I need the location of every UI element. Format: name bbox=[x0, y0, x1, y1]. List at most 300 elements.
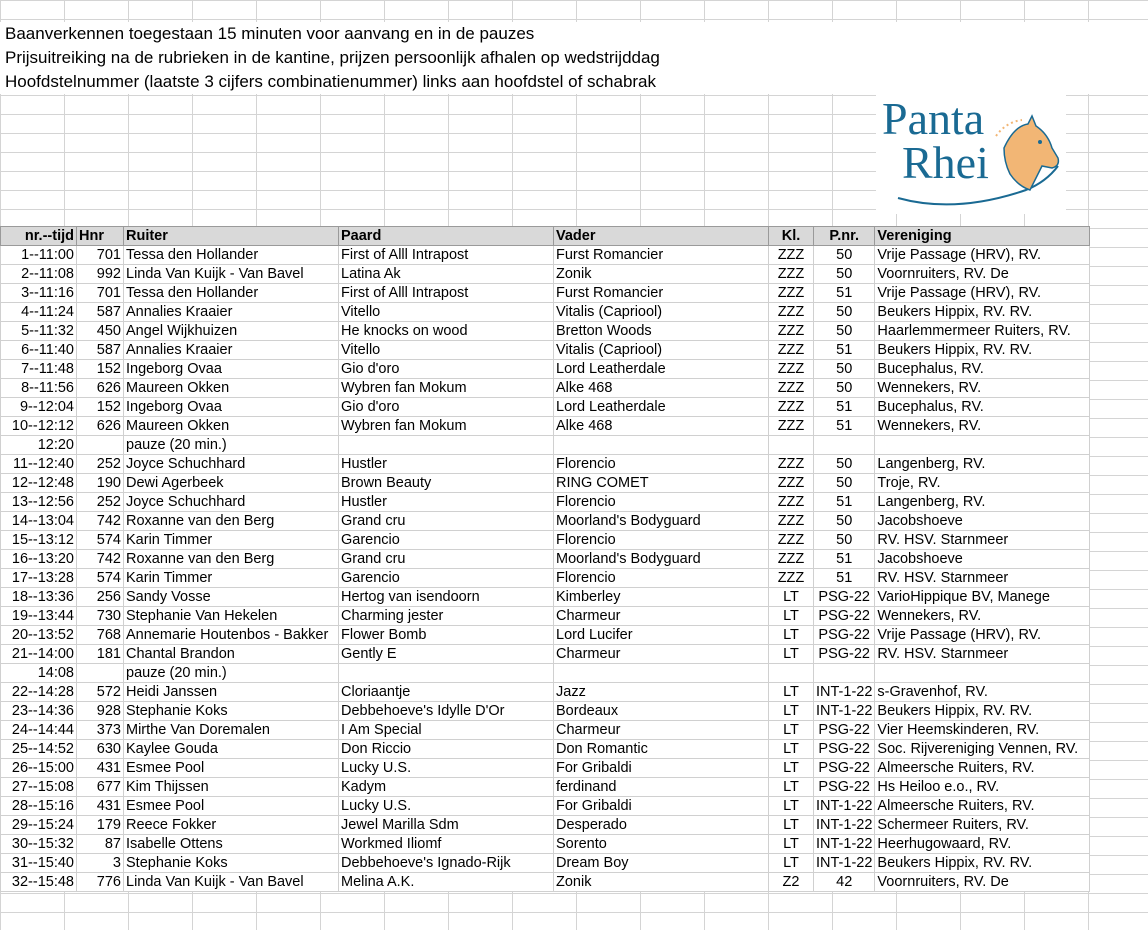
cell-ruiter[interactable]: Esmee Pool bbox=[124, 797, 339, 816]
cell-vereniging[interactable]: Voornruiters, RV. De bbox=[875, 873, 1090, 892]
cell-hnr[interactable]: 992 bbox=[77, 265, 124, 284]
cell-hnr[interactable]: 630 bbox=[77, 740, 124, 759]
cell-hnr[interactable]: 431 bbox=[77, 759, 124, 778]
cell-hnr[interactable]: 252 bbox=[77, 493, 124, 512]
cell-nr-tijd[interactable]: 20--13:52 bbox=[1, 626, 77, 645]
cell-vereniging[interactable]: Jacobshoeve bbox=[875, 550, 1090, 569]
cell-paard[interactable]: Gio d'oro bbox=[339, 360, 554, 379]
cell-nr-tijd[interactable]: 19--13:44 bbox=[1, 607, 77, 626]
cell-ruiter[interactable]: Sandy Vosse bbox=[124, 588, 339, 607]
cell-hnr[interactable]: 587 bbox=[77, 303, 124, 322]
cell-pnr[interactable]: PSG-22 bbox=[814, 588, 875, 607]
cell-nr-tijd[interactable]: 18--13:36 bbox=[1, 588, 77, 607]
col-header-pnr[interactable]: P.nr. bbox=[814, 227, 875, 246]
cell-paard[interactable]: Flower Bomb bbox=[339, 626, 554, 645]
cell-ruiter[interactable]: Ingeborg Ovaa bbox=[124, 398, 339, 417]
cell-vereniging[interactable]: Haarlemmermeer Ruiters, RV. bbox=[875, 322, 1090, 341]
cell-pnr[interactable]: INT-1-22 bbox=[814, 797, 875, 816]
note-line[interactable]: Baanverkennen toegestaan 15 minuten voor aanvang en in de pauzes bbox=[5, 24, 535, 43]
cell-vader[interactable]: Charmeur bbox=[554, 721, 769, 740]
cell-klasse[interactable] bbox=[769, 436, 814, 455]
col-header-hnr[interactable]: Hnr bbox=[77, 227, 124, 246]
cell-hnr[interactable]: 179 bbox=[77, 816, 124, 835]
cell-pnr[interactable]: 50 bbox=[814, 531, 875, 550]
cell-vader[interactable]: Florencio bbox=[554, 531, 769, 550]
col-header-vader[interactable]: Vader bbox=[554, 227, 769, 246]
cell-pnr[interactable]: 50 bbox=[814, 360, 875, 379]
cell-vader[interactable] bbox=[554, 436, 769, 455]
cell-vader[interactable]: RING COMET bbox=[554, 474, 769, 493]
cell-paard[interactable]: Don Riccio bbox=[339, 740, 554, 759]
cell-pnr[interactable]: 51 bbox=[814, 569, 875, 588]
cell-nr-tijd[interactable]: 9--12:04 bbox=[1, 398, 77, 417]
cell-hnr[interactable]: 626 bbox=[77, 379, 124, 398]
cell-vereniging[interactable]: VarioHippique BV, Manege bbox=[875, 588, 1090, 607]
cell-nr-tijd[interactable]: 6--11:40 bbox=[1, 341, 77, 360]
cell-nr-tijd[interactable]: 15--13:12 bbox=[1, 531, 77, 550]
cell-pnr[interactable]: PSG-22 bbox=[814, 778, 875, 797]
cell-vader[interactable] bbox=[554, 664, 769, 683]
cell-paard[interactable]: Melina A.K. bbox=[339, 873, 554, 892]
cell-ruiter[interactable]: Ingeborg Ovaa bbox=[124, 360, 339, 379]
cell-vader[interactable]: Florencio bbox=[554, 493, 769, 512]
cell-ruiter[interactable]: Mirthe Van Doremalen bbox=[124, 721, 339, 740]
cell-vader[interactable]: Bretton Woods bbox=[554, 322, 769, 341]
cell-vereniging[interactable]: Wennekers, RV. bbox=[875, 417, 1090, 436]
cell-nr-tijd[interactable]: 5--11:32 bbox=[1, 322, 77, 341]
cell-nr-tijd[interactable]: 29--15:24 bbox=[1, 816, 77, 835]
cell-pnr[interactable]: INT-1-22 bbox=[814, 702, 875, 721]
cell-vereniging[interactable]: Schermeer Ruiters, RV. bbox=[875, 816, 1090, 835]
cell-nr-tijd[interactable]: 7--11:48 bbox=[1, 360, 77, 379]
cell-paard[interactable]: Wybren fan Mokum bbox=[339, 379, 554, 398]
cell-ruiter[interactable]: Kim Thijssen bbox=[124, 778, 339, 797]
cell-pnr[interactable]: 51 bbox=[814, 341, 875, 360]
cell-vereniging[interactable]: Beukers Hippix, RV. RV. bbox=[875, 341, 1090, 360]
cell-nr-tijd[interactable]: 8--11:56 bbox=[1, 379, 77, 398]
cell-hnr[interactable]: 87 bbox=[77, 835, 124, 854]
cell-vereniging[interactable]: Vier Heemskinderen, RV. bbox=[875, 721, 1090, 740]
cell-paard[interactable]: Debbehoeve's Idylle D'Or bbox=[339, 702, 554, 721]
cell-klasse[interactable]: ZZZ bbox=[769, 341, 814, 360]
cell-paard[interactable]: Garencio bbox=[339, 531, 554, 550]
cell-ruiter[interactable]: Maureen Okken bbox=[124, 379, 339, 398]
cell-vader[interactable]: ferdinand bbox=[554, 778, 769, 797]
cell-pnr[interactable]: 50 bbox=[814, 512, 875, 531]
cell-paard[interactable]: He knocks on wood bbox=[339, 322, 554, 341]
cell-nr-tijd[interactable]: 27--15:08 bbox=[1, 778, 77, 797]
cell-ruiter[interactable]: Reece Fokker bbox=[124, 816, 339, 835]
cell-hnr[interactable]: 677 bbox=[77, 778, 124, 797]
cell-vereniging[interactable]: s-Gravenhof, RV. bbox=[875, 683, 1090, 702]
cell-paard[interactable]: Workmed Iliomf bbox=[339, 835, 554, 854]
cell-vader[interactable]: Charmeur bbox=[554, 607, 769, 626]
cell-vader[interactable]: Lord Lucifer bbox=[554, 626, 769, 645]
cell-klasse[interactable]: LT bbox=[769, 607, 814, 626]
cell-vader[interactable]: Furst Romancier bbox=[554, 284, 769, 303]
table-row bbox=[1, 550, 1090, 569]
cell-vereniging[interactable]: Beukers Hippix, RV. RV. bbox=[875, 702, 1090, 721]
cell-vereniging[interactable] bbox=[875, 436, 1090, 455]
cell-klasse[interactable]: ZZZ bbox=[769, 303, 814, 322]
table-row bbox=[1, 607, 1090, 626]
cell-nr-tijd[interactable]: 3--11:16 bbox=[1, 284, 77, 303]
cell-vader[interactable]: Furst Romancier bbox=[554, 246, 769, 265]
cell-klasse[interactable]: ZZZ bbox=[769, 531, 814, 550]
cell-ruiter[interactable]: Annemarie Houtenbos - Bakker bbox=[124, 626, 339, 645]
cell-hnr[interactable]: 431 bbox=[77, 797, 124, 816]
cell-vereniging[interactable]: Soc. Rijvereniging Vennen, RV. bbox=[875, 740, 1090, 759]
cell-vereniging[interactable]: Wennekers, RV. bbox=[875, 379, 1090, 398]
cell-vereniging[interactable]: Beukers Hippix, RV. RV. bbox=[875, 854, 1090, 873]
cell-nr-tijd[interactable]: 17--13:28 bbox=[1, 569, 77, 588]
cell-pnr[interactable] bbox=[814, 664, 875, 683]
cell-vereniging[interactable]: Heerhugowaard, RV. bbox=[875, 835, 1090, 854]
cell-hnr[interactable]: 572 bbox=[77, 683, 124, 702]
cell-ruiter[interactable]: Karin Timmer bbox=[124, 569, 339, 588]
cell-hnr[interactable]: 152 bbox=[77, 398, 124, 417]
cell-vader[interactable]: Zonik bbox=[554, 873, 769, 892]
logo-graphic bbox=[876, 86, 1066, 214]
cell-klasse[interactable]: LT bbox=[769, 683, 814, 702]
cell-paard[interactable]: I Am Special bbox=[339, 721, 554, 740]
cell-paard[interactable]: Vitello bbox=[339, 341, 554, 360]
cell-hnr[interactable]: 626 bbox=[77, 417, 124, 436]
cell-klasse[interactable]: ZZZ bbox=[769, 569, 814, 588]
cell-klasse[interactable]: LT bbox=[769, 816, 814, 835]
horse-eye-icon bbox=[1038, 140, 1042, 144]
cell-vereniging[interactable]: Hs Heiloo e.o., RV. bbox=[875, 778, 1090, 797]
cell-vereniging[interactable]: Jacobshoeve bbox=[875, 512, 1090, 531]
cell-ruiter[interactable]: Angel Wijkhuizen bbox=[124, 322, 339, 341]
cell-paard[interactable]: Charming jester bbox=[339, 607, 554, 626]
cell-vader[interactable]: Florencio bbox=[554, 569, 769, 588]
cell-vader[interactable]: Alke 468 bbox=[554, 417, 769, 436]
cell-nr-tijd[interactable]: 31--15:40 bbox=[1, 854, 77, 873]
cell-klasse[interactable]: ZZZ bbox=[769, 265, 814, 284]
cell-klasse[interactable]: ZZZ bbox=[769, 398, 814, 417]
cell-klasse[interactable]: LT bbox=[769, 854, 814, 873]
cell-vader[interactable]: Moorland's Bodyguard bbox=[554, 512, 769, 531]
cell-klasse[interactable]: ZZZ bbox=[769, 379, 814, 398]
cell-klasse[interactable]: ZZZ bbox=[769, 474, 814, 493]
cell-pnr[interactable]: INT-1-22 bbox=[814, 816, 875, 835]
cell-pnr[interactable]: PSG-22 bbox=[814, 740, 875, 759]
cell-hnr[interactable]: 742 bbox=[77, 550, 124, 569]
cell-pnr[interactable]: 51 bbox=[814, 493, 875, 512]
cell-paard[interactable]: Wybren fan Mokum bbox=[339, 417, 554, 436]
cell-vereniging[interactable]: Bucephalus, RV. bbox=[875, 360, 1090, 379]
cell-nr-tijd[interactable]: 22--14:28 bbox=[1, 683, 77, 702]
cell-klasse[interactable]: LT bbox=[769, 759, 814, 778]
cell-nr-tijd[interactable]: 13--12:56 bbox=[1, 493, 77, 512]
cell-ruiter[interactable]: Annalies Kraaier bbox=[124, 303, 339, 322]
cell-klasse[interactable] bbox=[769, 664, 814, 683]
cell-vader[interactable]: Dream Boy bbox=[554, 854, 769, 873]
cell-vader[interactable]: Moorland's Bodyguard bbox=[554, 550, 769, 569]
col-header-vereniging[interactable]: Vereniging bbox=[875, 227, 1090, 246]
cell-paard[interactable]: Vitello bbox=[339, 303, 554, 322]
cell-ruiter[interactable]: Isabelle Ottens bbox=[124, 835, 339, 854]
cell-hnr[interactable]: 701 bbox=[77, 246, 124, 265]
cell-ruiter[interactable]: Kaylee Gouda bbox=[124, 740, 339, 759]
cell-ruiter[interactable]: Linda Van Kuijk - Van Bavel bbox=[124, 873, 339, 892]
cell-hnr[interactable]: 574 bbox=[77, 531, 124, 550]
cell-vader[interactable]: Sorento bbox=[554, 835, 769, 854]
cell-vereniging[interactable]: RV. HSV. Starnmeer bbox=[875, 531, 1090, 550]
cell-nr-tijd[interactable]: 1--11:00 bbox=[1, 246, 77, 265]
cell-paard[interactable]: Gio d'oro bbox=[339, 398, 554, 417]
cell-vader[interactable]: Alke 468 bbox=[554, 379, 769, 398]
table-row bbox=[1, 778, 1090, 797]
cell-klasse[interactable]: ZZZ bbox=[769, 360, 814, 379]
cell-vereniging[interactable]: RV. HSV. Starnmeer bbox=[875, 569, 1090, 588]
cell-paard[interactable]: Debbehoeve's Ignado-Rijk bbox=[339, 854, 554, 873]
cell-paard[interactable]: Latina Ak bbox=[339, 265, 554, 284]
cell-ruiter[interactable]: Joyce Schuchhard bbox=[124, 493, 339, 512]
cell-paard[interactable]: Grand cru bbox=[339, 512, 554, 531]
cell-vader[interactable]: Florencio bbox=[554, 455, 769, 474]
cell-vereniging[interactable]: Almeersche Ruiters, RV. bbox=[875, 797, 1090, 816]
cell-hnr[interactable] bbox=[77, 664, 124, 683]
cell-ruiter[interactable]: pauze (20 min.) bbox=[124, 664, 339, 683]
cell-nr-tijd[interactable]: 23--14:36 bbox=[1, 702, 77, 721]
cell-hnr[interactable]: 928 bbox=[77, 702, 124, 721]
cell-vader[interactable]: Don Romantic bbox=[554, 740, 769, 759]
cell-ruiter[interactable]: Maureen Okken bbox=[124, 417, 339, 436]
cell-pnr[interactable]: PSG-22 bbox=[814, 607, 875, 626]
cell-hnr[interactable]: 252 bbox=[77, 455, 124, 474]
cell-hnr[interactable]: 574 bbox=[77, 569, 124, 588]
cell-klasse[interactable]: Z2 bbox=[769, 873, 814, 892]
cell-ruiter[interactable]: Esmee Pool bbox=[124, 759, 339, 778]
cell-paard[interactable]: Lucky U.S. bbox=[339, 797, 554, 816]
cell-paard[interactable]: Grand cru bbox=[339, 550, 554, 569]
table-header-row bbox=[1, 227, 1090, 246]
cell-pnr[interactable]: PSG-22 bbox=[814, 721, 875, 740]
cell-paard[interactable]: Hustler bbox=[339, 493, 554, 512]
cell-vereniging[interactable]: Beukers Hippix, RV. RV. bbox=[875, 303, 1090, 322]
cell-pnr[interactable]: PSG-22 bbox=[814, 759, 875, 778]
table-row bbox=[1, 702, 1090, 721]
cell-paard[interactable]: First of Alll Intrapost bbox=[339, 284, 554, 303]
col-header-klasse[interactable]: Kl. bbox=[769, 227, 814, 246]
schedule-table bbox=[0, 226, 1090, 892]
table-row bbox=[1, 721, 1090, 740]
cell-ruiter[interactable]: Karin Timmer bbox=[124, 531, 339, 550]
col-header-paard[interactable]: Paard bbox=[339, 227, 554, 246]
cell-hnr[interactable]: 701 bbox=[77, 284, 124, 303]
cell-vader[interactable]: Vitalis (Capriool) bbox=[554, 303, 769, 322]
cell-hnr[interactable]: 768 bbox=[77, 626, 124, 645]
cell-paard[interactable] bbox=[339, 436, 554, 455]
cell-ruiter[interactable]: Joyce Schuchhard bbox=[124, 455, 339, 474]
cell-ruiter[interactable]: Linda Van Kuijk - Van Bavel bbox=[124, 265, 339, 284]
cell-vader[interactable]: Vitalis (Capriool) bbox=[554, 341, 769, 360]
cell-paard[interactable]: Lucky U.S. bbox=[339, 759, 554, 778]
cell-hnr[interactable] bbox=[77, 436, 124, 455]
cell-klasse[interactable]: LT bbox=[769, 797, 814, 816]
cell-nr-tijd[interactable]: 12:20 bbox=[1, 436, 77, 455]
cell-ruiter[interactable]: Roxanne van den Berg bbox=[124, 550, 339, 569]
cell-vereniging[interactable]: Voornruiters, RV. De bbox=[875, 265, 1090, 284]
cell-nr-tijd[interactable]: 30--15:32 bbox=[1, 835, 77, 854]
cell-klasse[interactable]: LT bbox=[769, 626, 814, 645]
cell-klasse[interactable]: LT bbox=[769, 721, 814, 740]
cell-pnr[interactable]: INT-1-22 bbox=[814, 854, 875, 873]
col-header-ruiter[interactable]: Ruiter bbox=[124, 227, 339, 246]
cell-vereniging[interactable]: Vrije Passage (HRV), RV. bbox=[875, 284, 1090, 303]
cell-hnr[interactable]: 152 bbox=[77, 360, 124, 379]
cell-klasse[interactable]: LT bbox=[769, 778, 814, 797]
cell-ruiter[interactable]: Tessa den Hollander bbox=[124, 246, 339, 265]
cell-paard[interactable]: Brown Beauty bbox=[339, 474, 554, 493]
cell-pnr[interactable]: 50 bbox=[814, 455, 875, 474]
cell-nr-tijd[interactable]: 11--12:40 bbox=[1, 455, 77, 474]
cell-ruiter[interactable]: Chantal Brandon bbox=[124, 645, 339, 664]
cell-pnr[interactable]: 50 bbox=[814, 246, 875, 265]
cell-klasse[interactable]: ZZZ bbox=[769, 512, 814, 531]
cell-vader[interactable]: Charmeur bbox=[554, 645, 769, 664]
cell-klasse[interactable]: ZZZ bbox=[769, 322, 814, 341]
cell-hnr[interactable]: 776 bbox=[77, 873, 124, 892]
table-row bbox=[1, 341, 1090, 360]
cell-hnr[interactable]: 742 bbox=[77, 512, 124, 531]
table-row bbox=[1, 664, 1090, 683]
cell-ruiter[interactable]: Dewi Agerbeek bbox=[124, 474, 339, 493]
cell-nr-tijd[interactable]: 10--12:12 bbox=[1, 417, 77, 436]
cell-vader[interactable]: Lord Leatherdale bbox=[554, 398, 769, 417]
cell-paard[interactable]: Jewel Marilla Sdm bbox=[339, 816, 554, 835]
table-row bbox=[1, 588, 1090, 607]
cell-klasse[interactable]: ZZZ bbox=[769, 246, 814, 265]
cell-vereniging[interactable]: Vrije Passage (HRV), RV. bbox=[875, 626, 1090, 645]
cell-hnr[interactable]: 450 bbox=[77, 322, 124, 341]
cell-paard[interactable]: Kadym bbox=[339, 778, 554, 797]
cell-paard[interactable] bbox=[339, 664, 554, 683]
cell-ruiter[interactable]: Annalies Kraaier bbox=[124, 341, 339, 360]
cell-nr-tijd[interactable]: 16--13:20 bbox=[1, 550, 77, 569]
cell-vader[interactable]: Lord Leatherdale bbox=[554, 360, 769, 379]
cell-vader[interactable]: Zonik bbox=[554, 265, 769, 284]
cell-pnr[interactable] bbox=[814, 436, 875, 455]
cell-nr-tijd[interactable]: 2--11:08 bbox=[1, 265, 77, 284]
cell-pnr[interactable]: INT-1-22 bbox=[814, 683, 875, 702]
notes-block bbox=[0, 22, 1148, 94]
cell-klasse[interactable]: LT bbox=[769, 740, 814, 759]
cell-pnr[interactable]: 51 bbox=[814, 284, 875, 303]
cell-hnr[interactable]: 256 bbox=[77, 588, 124, 607]
cell-hnr[interactable]: 181 bbox=[77, 645, 124, 664]
cell-klasse[interactable]: LT bbox=[769, 835, 814, 854]
cell-pnr[interactable]: 50 bbox=[814, 474, 875, 493]
cell-pnr[interactable]: PSG-22 bbox=[814, 645, 875, 664]
cell-pnr[interactable]: 42 bbox=[814, 873, 875, 892]
cell-ruiter[interactable]: Stephanie Van Hekelen bbox=[124, 607, 339, 626]
cell-pnr[interactable]: INT-1-22 bbox=[814, 835, 875, 854]
cell-pnr[interactable]: 50 bbox=[814, 322, 875, 341]
cell-nr-tijd[interactable]: 12--12:48 bbox=[1, 474, 77, 493]
cell-klasse[interactable]: ZZZ bbox=[769, 417, 814, 436]
note-line[interactable]: Prijsuitreiking na de rubrieken in de kantine, prijzen persoonlijk afhalen op wedstrijddag bbox=[5, 48, 660, 67]
cell-klasse[interactable]: LT bbox=[769, 645, 814, 664]
cell-vereniging[interactable]: Vrije Passage (HRV), RV. bbox=[875, 246, 1090, 265]
cell-pnr[interactable]: 50 bbox=[814, 303, 875, 322]
cell-nr-tijd[interactable]: 4--11:24 bbox=[1, 303, 77, 322]
cell-vader[interactable]: For Gribaldi bbox=[554, 759, 769, 778]
cell-paard[interactable]: Gently E bbox=[339, 645, 554, 664]
cell-vader[interactable]: Desperado bbox=[554, 816, 769, 835]
cell-pnr[interactable]: PSG-22 bbox=[814, 626, 875, 645]
cell-pnr[interactable]: 50 bbox=[814, 265, 875, 284]
cell-nr-tijd[interactable]: 26--15:00 bbox=[1, 759, 77, 778]
cell-nr-tijd[interactable]: 24--14:44 bbox=[1, 721, 77, 740]
cell-klasse[interactable]: ZZZ bbox=[769, 284, 814, 303]
cell-pnr[interactable]: 50 bbox=[814, 379, 875, 398]
cell-hnr[interactable]: 190 bbox=[77, 474, 124, 493]
cell-nr-tijd[interactable]: 14--13:04 bbox=[1, 512, 77, 531]
cell-vereniging[interactable]: RV. HSV. Starnmeer bbox=[875, 645, 1090, 664]
cell-vader[interactable]: Jazz bbox=[554, 683, 769, 702]
cell-klasse[interactable]: ZZZ bbox=[769, 455, 814, 474]
cell-hnr[interactable]: 373 bbox=[77, 721, 124, 740]
cell-nr-tijd[interactable]: 28--15:16 bbox=[1, 797, 77, 816]
cell-paard[interactable]: Cloriaantje bbox=[339, 683, 554, 702]
cell-hnr[interactable]: 587 bbox=[77, 341, 124, 360]
table-row bbox=[1, 645, 1090, 664]
cell-paard[interactable]: Hertog van isendoorn bbox=[339, 588, 554, 607]
cell-ruiter[interactable]: Stephanie Koks bbox=[124, 702, 339, 721]
cell-vereniging[interactable]: Langenberg, RV. bbox=[875, 455, 1090, 474]
cell-vader[interactable]: For Gribaldi bbox=[554, 797, 769, 816]
cell-pnr[interactable]: 51 bbox=[814, 550, 875, 569]
cell-paard[interactable]: Garencio bbox=[339, 569, 554, 588]
cell-paard[interactable]: First of Alll Intrapost bbox=[339, 246, 554, 265]
cell-ruiter[interactable]: pauze (20 min.) bbox=[124, 436, 339, 455]
cell-ruiter[interactable]: Tessa den Hollander bbox=[124, 284, 339, 303]
cell-vereniging[interactable]: Troje, RV. bbox=[875, 474, 1090, 493]
cell-klasse[interactable]: LT bbox=[769, 588, 814, 607]
cell-vader[interactable]: Kimberley bbox=[554, 588, 769, 607]
cell-paard[interactable]: Hustler bbox=[339, 455, 554, 474]
cell-vader[interactable]: Bordeaux bbox=[554, 702, 769, 721]
cell-vereniging[interactable] bbox=[875, 664, 1090, 683]
cell-vereniging[interactable]: Almeersche Ruiters, RV. bbox=[875, 759, 1090, 778]
cell-pnr[interactable]: 51 bbox=[814, 398, 875, 417]
cell-pnr[interactable]: 51 bbox=[814, 417, 875, 436]
cell-nr-tijd[interactable]: 14:08 bbox=[1, 664, 77, 683]
col-header-nr-tijd[interactable]: nr.--tijd bbox=[1, 227, 77, 246]
cell-klasse[interactable]: LT bbox=[769, 702, 814, 721]
table-row bbox=[1, 379, 1090, 398]
cell-vereniging[interactable]: Langenberg, RV. bbox=[875, 493, 1090, 512]
cell-klasse[interactable]: ZZZ bbox=[769, 550, 814, 569]
cell-nr-tijd[interactable]: 25--14:52 bbox=[1, 740, 77, 759]
cell-klasse[interactable]: ZZZ bbox=[769, 493, 814, 512]
cell-hnr[interactable]: 730 bbox=[77, 607, 124, 626]
table-row bbox=[1, 835, 1090, 854]
cell-ruiter[interactable]: Roxanne van den Berg bbox=[124, 512, 339, 531]
cell-vereniging[interactable]: Bucephalus, RV. bbox=[875, 398, 1090, 417]
note-line[interactable]: Hoofdstelnummer (laatste 3 cijfers combinatienummer) links aan hoofdstel of schabrak bbox=[5, 72, 657, 91]
cell-vereniging[interactable]: Wennekers, RV. bbox=[875, 607, 1090, 626]
cell-ruiter[interactable]: Stephanie Koks bbox=[124, 854, 339, 873]
cell-hnr[interactable]: 3 bbox=[77, 854, 124, 873]
cell-nr-tijd[interactable]: 32--15:48 bbox=[1, 873, 77, 892]
table-row bbox=[1, 531, 1090, 550]
cell-nr-tijd[interactable]: 21--14:00 bbox=[1, 645, 77, 664]
cell-ruiter[interactable]: Heidi Janssen bbox=[124, 683, 339, 702]
